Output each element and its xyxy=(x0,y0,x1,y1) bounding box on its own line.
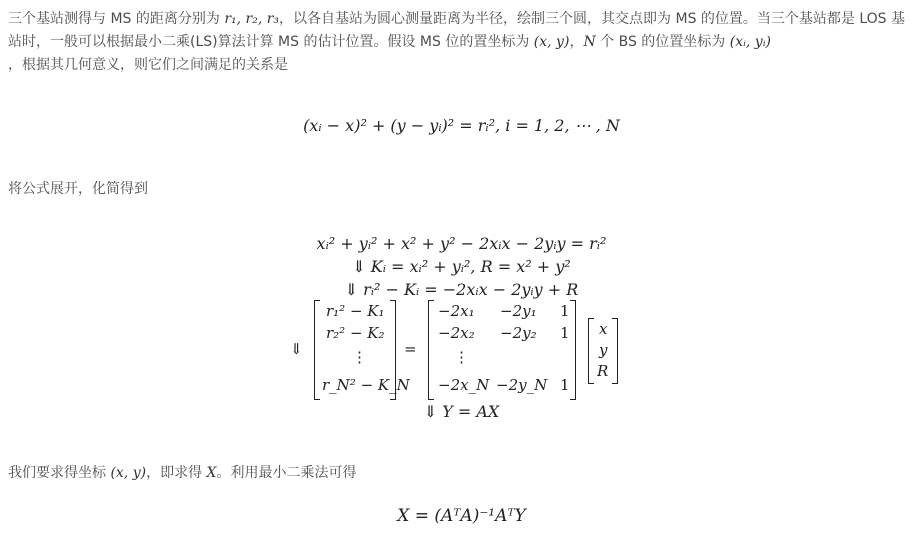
matrix-cell: −2y_N xyxy=(496,376,548,394)
target-coordinate: (x, y) xyxy=(110,465,147,481)
bs-coordinate: (xᵢ, yᵢ) xyxy=(729,34,771,50)
distance-equation: (xᵢ − x)² + (y − yᵢ)² = rᵢ², i = 1, 2, ⋯ , N xyxy=(303,116,620,135)
intro-text-c: ， xyxy=(569,34,584,50)
distance-symbols: r₁, r₂, r₃ xyxy=(224,11,280,27)
vector-left-bracket xyxy=(588,318,594,384)
matrix-equation xyxy=(290,300,630,400)
intro-text-a: 三个基站测得与 MS 的距离分别为 xyxy=(8,11,225,27)
matrix-cell: −2y₁ xyxy=(500,302,537,320)
vector-entry: R xyxy=(597,362,609,380)
equals-sign: = xyxy=(404,340,417,358)
matrix-left-bracket xyxy=(428,300,434,400)
lhs-entry: r₁² − K₁ xyxy=(326,302,385,320)
lhs-entry: ⋮ xyxy=(352,348,367,366)
matrix-cell: −2x₂ xyxy=(438,324,475,342)
matrix-cell: ⋮ xyxy=(454,348,469,366)
matrix-cell: 1 xyxy=(560,376,570,394)
matrix-right-bracket xyxy=(570,300,576,400)
matrix-cell: 1 xyxy=(560,302,570,320)
down-arrow: ⇓ xyxy=(290,340,303,358)
expand-text: 将公式展开，化简得到 xyxy=(8,181,148,197)
lhs-right-bracket xyxy=(390,300,396,400)
intro-text-b: ，以各自基站为圆心测量距离为半径，绘制三个圆，其交点即为 MS 的位置。当三个基站都是 LOS 基站时，一般可以根据最小二乘(LS)算法计算 MS 的估计位置。假设 MS 位的置坐标为 xyxy=(8,11,906,50)
least-squares-equation: X = (AᵀA)⁻¹AᵀY xyxy=(397,506,526,526)
matrix-cell: 1 xyxy=(560,324,570,342)
vector-right-bracket xyxy=(612,318,618,384)
intro-text-d: 个 BS 的位置坐标为 xyxy=(595,34,730,50)
matrix-cell: −2y₂ xyxy=(500,324,537,342)
derivation-line-3: ⇓ rᵢ² − Kᵢ = −2xᵢx − 2yᵢy + R xyxy=(344,280,579,299)
ms-coordinate: (x, y) xyxy=(533,34,570,50)
derivation-line-5: ⇓ Y = AX xyxy=(423,402,500,421)
lhs-entry: r_N² − K_N xyxy=(322,376,410,394)
solve-text-a: 我们要求得坐标 xyxy=(8,465,111,481)
intro-text-e: ，根据其几何意义，则它们之间满足的关系是 xyxy=(8,57,288,73)
vector-entry: y xyxy=(599,341,608,359)
derivation-line-2: ⇓ Kᵢ = xᵢ² + yᵢ², R = x² + y² xyxy=(352,257,571,276)
solve-text-c: 。利用最小二乘法可得 xyxy=(216,465,357,481)
solve-text-b: ，即求得 xyxy=(146,465,207,481)
matrix-cell: −2x_N xyxy=(438,376,490,394)
solve-paragraph xyxy=(8,462,913,485)
lhs-entry: r₂² − K₂ xyxy=(326,324,385,342)
intro-paragraph xyxy=(8,8,913,77)
matrix-cell: −2x₁ xyxy=(438,302,475,320)
bs-count-symbol: N xyxy=(583,34,596,50)
vector-entry: x xyxy=(599,320,608,338)
lhs-left-bracket xyxy=(314,300,320,400)
target-symbol: X xyxy=(206,465,217,481)
derivation-line-1: xᵢ² + yᵢ² + x² + y² − 2xᵢx − 2yᵢy = rᵢ² xyxy=(316,234,607,253)
